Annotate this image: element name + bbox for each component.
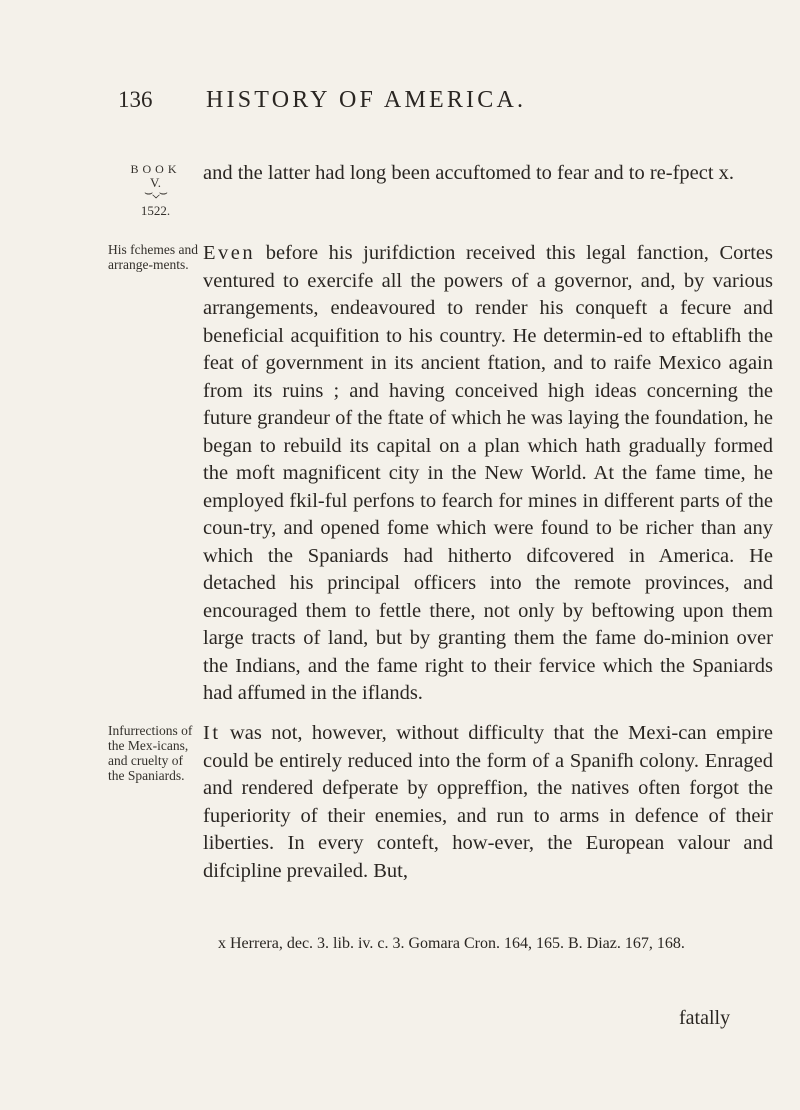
footnote: x Herrera, dec. 3. lib. iv. c. 3. Gomara Cron. 164, 165. B. Diaz. 167, 168. (218, 935, 685, 952)
paragraph-insurrections (203, 720, 773, 885)
paragraph-continuation: and the latter had long been accuftomed to fear and to re-fpect x. (203, 162, 735, 184)
paragraph-text: before his jurifdiction received this legal fanction, Cortes ventured to exercife all the powers of a governor, and, by various arrangements, endeavoured to render his conqueft a fecure and beneficial acquifition to his country. He determin-ed to eftablifh the feat of government in its ancient ftation, and to raife Mexico again from its ruins ; and having conceived high ideas concerning the future grandeur of the ftate of which he was laying the foundation, he began to rebuild its capital on a plan which hath gradually formed the moft magnificent city in the New World. At the fame time, he employed fkil-ful perfons to fearch for mines in different parts of the coun-try, and opened fome which were found to be richer than any which the Spaniards had hitherto difcovered in America. He detached his principal officers into the remote provinces, and encouraged them to fettle there, not only by beftowing upon them large tracts of land, but by granting them the fame do-minion over the Indians, and the fame right to their fervice which the Spaniards had affumed in the iflands. (203, 242, 773, 704)
paragraph-text: was not, however, without difficulty that the Mexi-can empire could be entirely reduced into the form of a Spanifh colony. Enraged and rendered defperate by oppreffion, the natives often forgot the fuperiority of their enemies, and run to arms in defence of their liberties. In every conteft, how-ever, the European valour and difcipline prevailed. But, (203, 722, 773, 882)
margin-note-schemes: His fchemes and arrange-ments. (108, 242, 198, 272)
book-marker (108, 162, 203, 218)
paragraph-lead-word: It (203, 722, 221, 744)
running-title: HISTORY OF AMERICA. (206, 87, 527, 113)
book-label: BOOK (130, 162, 181, 176)
page-header (0, 87, 800, 127)
paragraph-jurisdiction (203, 240, 773, 708)
page-number: 136 (118, 87, 153, 112)
margin-note-insurrections: Infurrections of the Mex-icans, and cruelty of the Spaniards. (108, 723, 193, 783)
year-marker: 1522. (140, 203, 171, 218)
brace-ornament: ⌣⌄⌣ (144, 186, 167, 201)
catchword: fatally (679, 1007, 731, 1029)
paragraph-lead-word: Even (203, 242, 256, 264)
book-volume: V. (150, 175, 161, 190)
